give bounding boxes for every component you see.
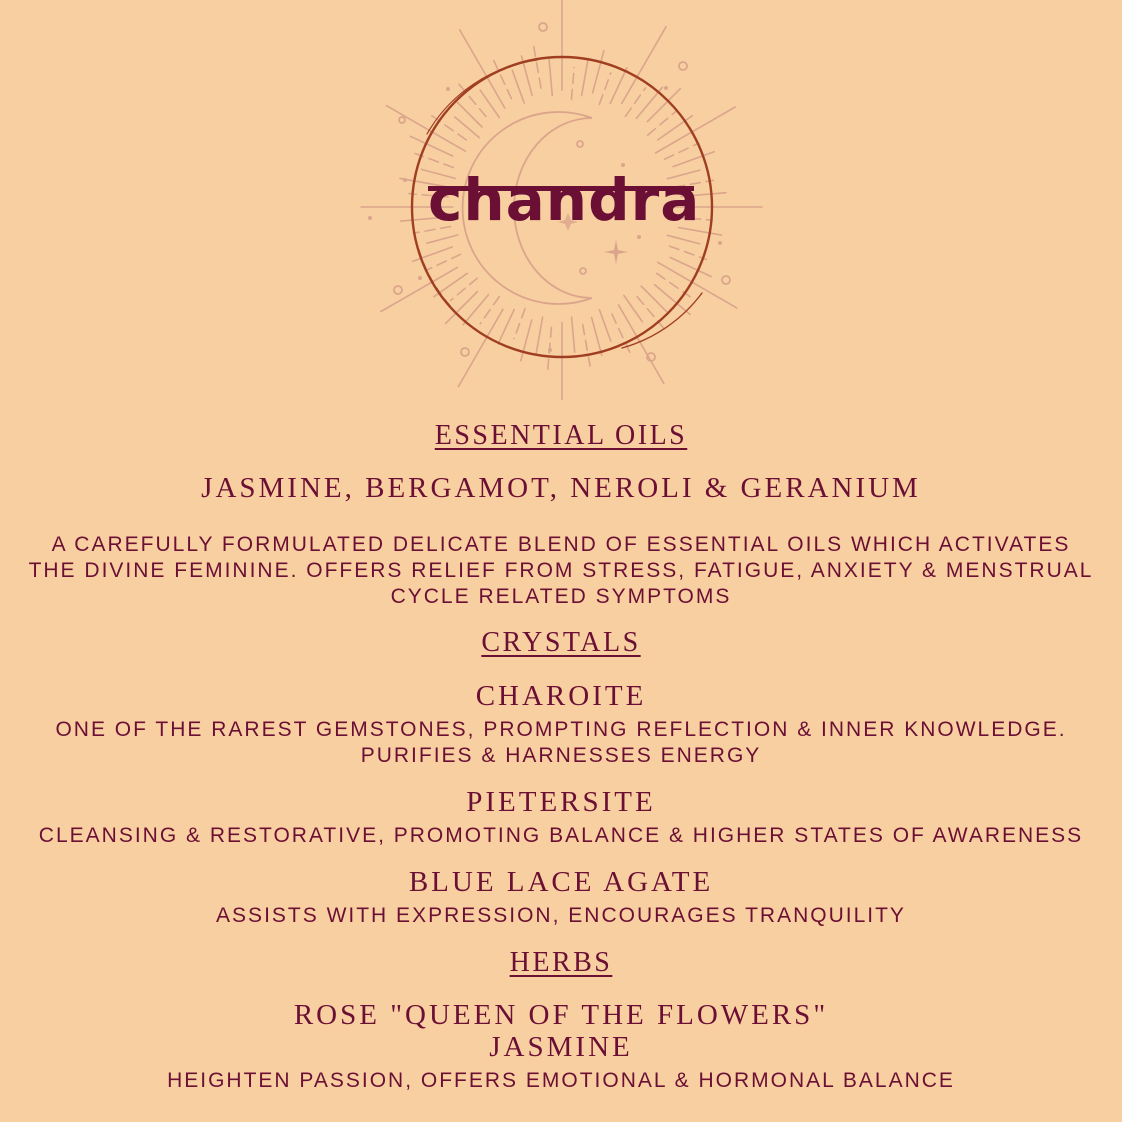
brand-name: chandra <box>428 166 701 234</box>
chandra-logo <box>0 0 1122 400</box>
herbs-description: HEIGHTEN PASSION, OFFERS EMOTIONAL & HORMONAL BALANCE <box>167 1069 955 1092</box>
essential-oils-list: JASMINE, BERGAMOT, NEROLI & GERANIUM <box>201 472 921 504</box>
crystal-description-line: PURIFIES & HARNESSES ENERGY <box>360 744 762 767</box>
essential-oils-description-line: THE DIVINE FEMININE. OFFERS RELIEF FROM STRESS, FATIGUE, ANXIETY & MENSTRUAL <box>28 559 1094 582</box>
crystal-name-pietersite: PIETERSITE <box>466 786 656 818</box>
section-heading-crystals: CRYSTALS <box>481 627 641 658</box>
herb-name-rose: ROSE "QUEEN OF THE FLOWERS" <box>293 999 829 1031</box>
crystal-name-charoite: CHAROITE <box>475 680 647 712</box>
crystal-description-line: CLEANSING & RESTORATIVE, PROMOTING BALANCE & HIGHER STATES OF AWARENESS <box>38 824 1084 847</box>
crystal-description-line: ASSISTS WITH EXPRESSION, ENCOURAGES TRANQUILITY <box>216 904 906 927</box>
essential-oils-description-line: CYCLE RELATED SYMPTOMS <box>390 585 732 608</box>
crystal-name-blue-lace-agate: BLUE LACE AGATE <box>408 866 714 898</box>
section-heading-essential-oils: ESSENTIAL OILS <box>434 420 688 451</box>
herb-name-jasmine: JASMINE <box>489 1031 633 1063</box>
crystal-description-line: ONE OF THE RAREST GEMSTONES, PROMPTING REFLECTION & INNER KNOWLEDGE. <box>55 718 1067 741</box>
essential-oils-description-line: A CAREFULLY FORMULATED DELICATE BLEND OF ESSENTIAL OILS WHICH ACTIVATES <box>51 533 1071 556</box>
section-heading-herbs: HERBS <box>509 947 613 978</box>
